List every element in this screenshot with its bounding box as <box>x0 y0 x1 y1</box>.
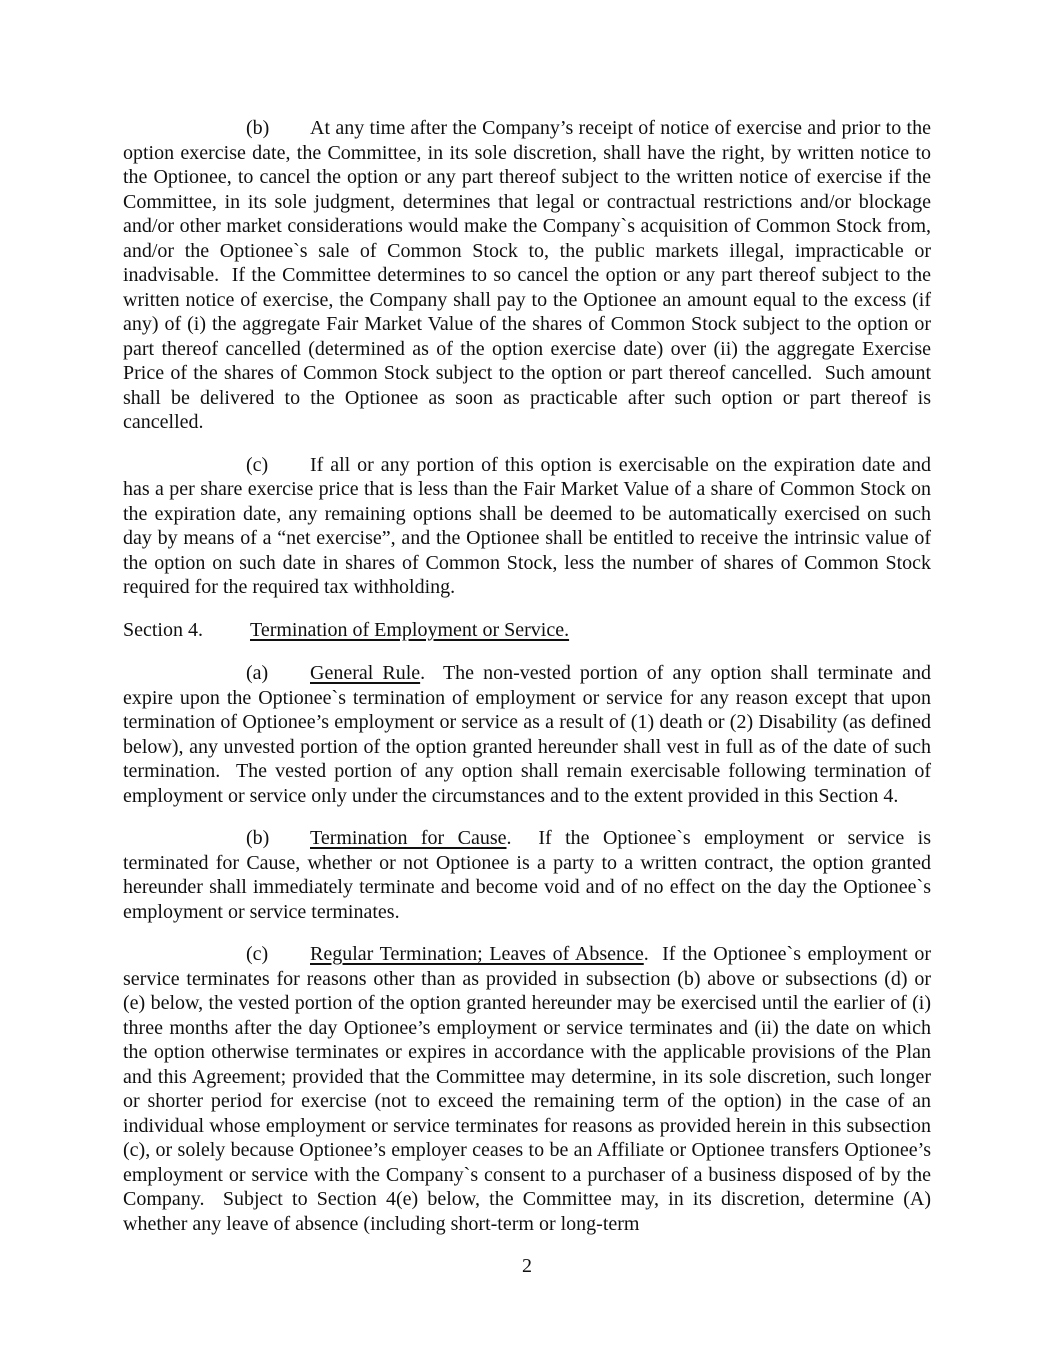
section-title: Termination of Employment or Service. <box>250 618 570 641</box>
paragraph-3c <box>123 453 931 600</box>
first-line-indent <box>246 942 310 967</box>
first-line-indent <box>246 661 310 686</box>
paragraph-label: (b) <box>246 117 270 139</box>
page-number: 2 <box>522 1255 532 1277</box>
paragraph-4b <box>123 826 931 924</box>
paragraph-label: (c) <box>246 943 269 965</box>
subsection-heading: Regular Termination; Leaves of Absence <box>310 943 644 965</box>
first-line-indent <box>246 826 310 851</box>
paragraph-body: If the Optionee`s employment or service terminates for reasons other than as provided in subsection (b) above or subsections (d) or (e) below, the vested portion of the option granted hereunder may be exercised until the earlier of (i) three months after the day Optionee’s employment or service terminates and (ii) the date on which the option otherwise terminates or expires in accordance with the applicable provisions of the Plan and this Agreement; provided that the Committee may determine, in its sole discretion, such longer or shorter period for exercise (not to exceed the remaining term of the option) in the case of an individual whose employment or service terminates for reasons as provided herein in this subsection (c), or solely because Optionee’s employer ceases to be an Affiliate or Optionee transfers Optionee’s employment or service with the Company`s consent to a purchaser of a business disposed of by the Company. Subject to Section 4(e) below, the Committee may, in its discretion, determine (A) whether any leave of absence (including short-term or long-term <box>123 943 932 1235</box>
paragraph-body: If the Optionee`s employment or service is terminated for Cause, whether or not Optionee is a party to a written contract, the option granted hereunder shall immediately terminate and become void and of no effect on the day the Optionee`s employment or service terminates. <box>123 827 931 923</box>
paragraph-label: (c) <box>246 453 269 476</box>
heading-separator: . <box>643 943 663 965</box>
paragraph-3b <box>123 116 931 435</box>
paragraph-body: If all or any portion of this option is exercisable on the expiration date and has a per share exercise price that is less than the Fair Market Value of a share of Common Stock on the expiration date, any remaining options shall be deemed to be automatically exercised on such day by means of a “net exercise”, and the Optionee shall be entitled to receive the intrinsic value of the option on such date in shares of Common Stock, less the number of shares of Common Stock required for the required tax withholding. <box>123 453 931 598</box>
paragraph-4a <box>123 661 931 808</box>
section-label: Section 4. <box>123 618 203 641</box>
subsection-heading: Termination for Cause <box>310 827 507 849</box>
first-line-indent <box>246 116 310 141</box>
paragraph-label: (a) <box>246 662 269 684</box>
paragraph-body: The non-vested portion of any option shall terminate and expire upon the Optionee`s termination of employment or service for any reason except that upon termination of Optionee’s employment or service as a result of (1) death or (2) Disability (as defined below), any unvested portion of the option granted hereunder shall vest in full as of the date of such termination. The vested portion of any option shall remain exercisable following termination of employment or service only under the circumstances and to the extent provided in this Section 4. <box>123 662 931 807</box>
paragraph-label: (b) <box>246 827 270 849</box>
subsection-heading: General Rule <box>310 662 421 684</box>
first-line-indent <box>246 453 310 478</box>
heading-separator: . <box>420 662 443 684</box>
paragraph-4c <box>123 942 931 1236</box>
paragraph-body: At any time after the Company’s receipt of notice of exercise and prior to the option exercise date, the Committee, in its sole discretion, shall have the right, by written notice to the Optionee, to cancel the option or any part thereof subject to the written notice of exercise if the Committee, in its sole judgment, determines that legal or contractual restrictions and/or blockage and/or other market considerations would make the Company`s acquisition of Common Stock from, and/or the Optionee`s sale of Common Stock to, the public markets illegal, impracticable or inadvisable. If the Committee determines to so cancel the option or any part thereof subject to the written notice of exercise, the Company shall pay to the Optionee an amount equal to the excess (if any) of (i) the aggregate Fair Market Value of the shares of Common Stock subject to the option or part thereof cancelled (determined as of the option exercise date) over (ii) the aggregate Exercise Price of the shares of Common Stock subject to the option or part thereof cancelled. Such amount shall be delivered to the Optionee as soon as practicable after such option or part thereof is cancelled. <box>123 117 931 433</box>
section-4-heading <box>123 618 931 643</box>
heading-separator: . <box>506 827 539 849</box>
